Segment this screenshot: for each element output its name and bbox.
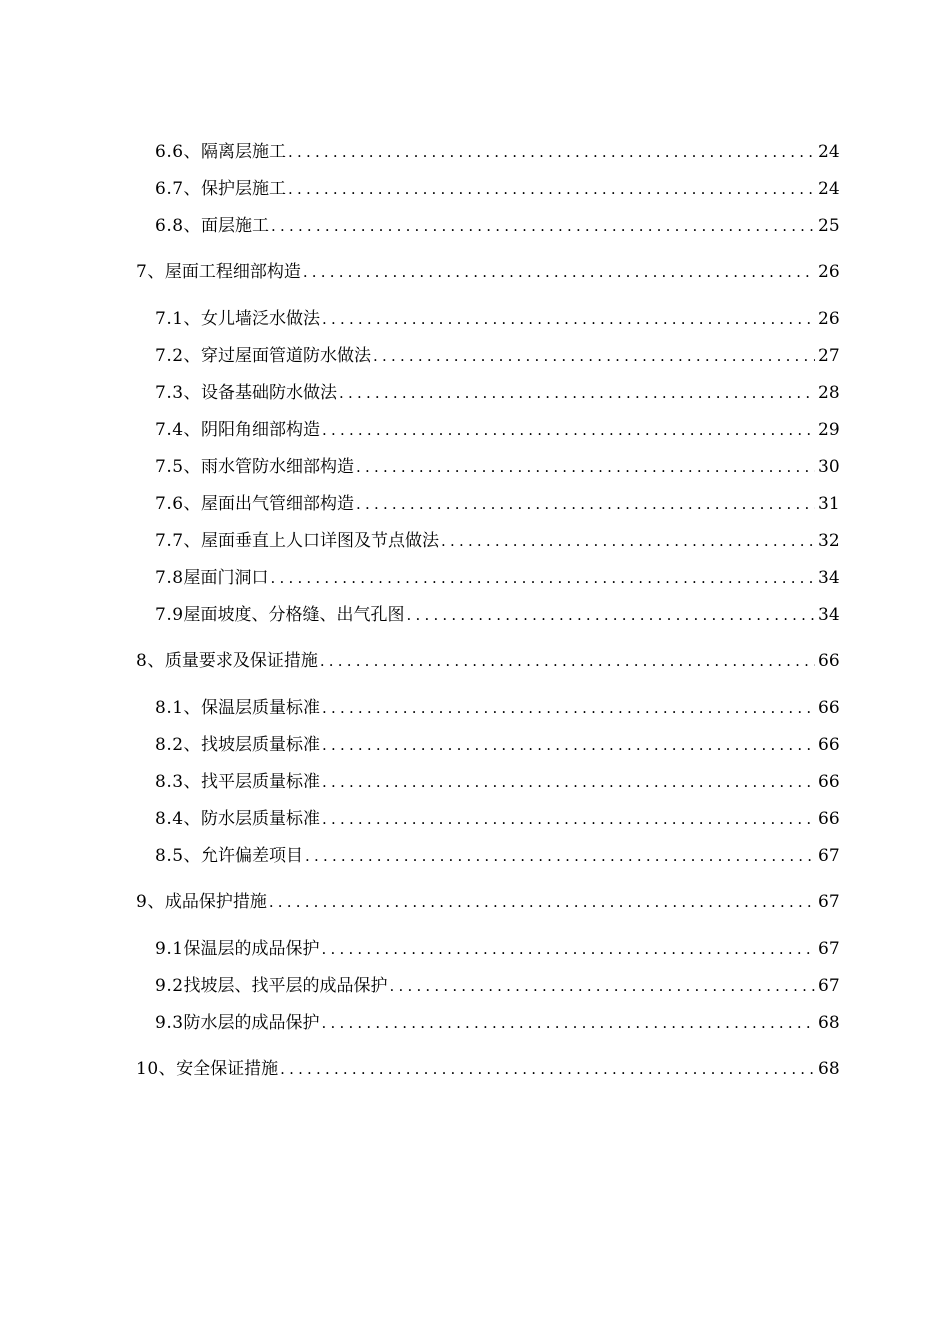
toc-entry-page: 29 xyxy=(818,420,840,440)
dot-leader xyxy=(322,733,815,757)
toc-entry-title: 屋面工程细部构造 xyxy=(164,262,301,282)
toc-entry[interactable] xyxy=(136,890,838,914)
toc-entry-number: 8.2、 xyxy=(155,735,202,755)
dot-leader xyxy=(322,696,815,720)
toc-entry-title: 保护层施工 xyxy=(201,179,287,199)
toc-entry-title: 雨水管防水细部构造 xyxy=(201,457,355,477)
toc-entry-number: 8.5、 xyxy=(155,846,202,866)
toc-entry-page: 67 xyxy=(818,939,840,959)
toc-entry-number: 10、 xyxy=(136,1059,177,1079)
toc-entry-number: 7.8 xyxy=(155,568,184,588)
toc-entry-number: 7.9 xyxy=(155,605,184,625)
toc-entry-title: 面层施工 xyxy=(201,216,270,236)
toc-entry-page: 24 xyxy=(818,142,840,162)
toc-entry-number: 8.1、 xyxy=(155,698,202,718)
toc-entry-page: 24 xyxy=(818,179,840,199)
toc-entry-number: 7、 xyxy=(136,262,165,282)
toc-entry-page: 66 xyxy=(818,651,840,671)
dot-leader xyxy=(305,844,815,868)
dot-leader xyxy=(280,1057,815,1081)
dot-leader xyxy=(269,890,815,914)
toc-entry-number: 7.2、 xyxy=(155,346,202,366)
toc-entry-page: 66 xyxy=(818,698,840,718)
toc-entry[interactable] xyxy=(155,214,838,238)
toc-entry-title: 安全保证措施 xyxy=(176,1059,279,1079)
dot-leader xyxy=(322,1011,815,1035)
toc-entry-title: 屋面门洞口 xyxy=(183,568,269,588)
toc-entry-number: 9.2 xyxy=(155,976,184,996)
toc-entry-title: 找坡层质量标准 xyxy=(201,735,321,755)
toc-entry-number: 6.7、 xyxy=(155,179,202,199)
toc-entry-title: 质量要求及保证措施 xyxy=(164,651,318,671)
toc-entry[interactable] xyxy=(155,492,838,516)
dot-leader xyxy=(322,418,815,442)
dot-leader xyxy=(271,566,815,590)
toc-entry-title: 屋面坡度、分格缝、出气孔图 xyxy=(183,605,405,625)
toc-entry-title: 隔离层施工 xyxy=(201,142,287,162)
toc-entry-title: 阴阳角细部构造 xyxy=(201,420,321,440)
toc-entry[interactable] xyxy=(155,140,838,164)
toc-entry-page: 30 xyxy=(818,457,840,477)
dot-leader xyxy=(356,455,815,479)
toc-entry-page: 25 xyxy=(818,216,840,236)
dot-leader xyxy=(322,937,815,961)
toc-entry[interactable] xyxy=(136,260,838,284)
dot-leader xyxy=(339,381,815,405)
toc-entry[interactable] xyxy=(155,566,838,590)
toc-entry-page: 28 xyxy=(818,383,840,403)
toc-entry[interactable] xyxy=(155,1011,838,1035)
dot-leader xyxy=(441,529,815,553)
toc-entry-title: 允许偏差项目 xyxy=(201,846,304,866)
toc-entry-title: 防水层的成品保护 xyxy=(183,1013,320,1033)
toc-entry[interactable] xyxy=(155,455,838,479)
dot-leader xyxy=(356,492,815,516)
toc-entry-number: 9.1 xyxy=(155,939,184,959)
toc-entry[interactable] xyxy=(155,177,838,201)
dot-leader xyxy=(390,974,815,998)
toc-entry[interactable] xyxy=(155,974,838,998)
toc-entry-number: 8.4、 xyxy=(155,809,202,829)
toc-entry-page: 31 xyxy=(818,494,840,514)
toc-entry-page: 34 xyxy=(818,568,840,588)
dot-leader xyxy=(288,177,815,201)
toc-entry-page: 68 xyxy=(818,1013,840,1033)
toc-entry-page: 67 xyxy=(818,892,840,912)
toc-entry[interactable] xyxy=(155,381,838,405)
dot-leader xyxy=(303,260,815,284)
toc-entry-page: 26 xyxy=(818,309,840,329)
toc-entry-number: 9、 xyxy=(136,892,165,912)
toc-entry-page: 67 xyxy=(818,846,840,866)
toc-entry-title: 保温层的成品保护 xyxy=(183,939,320,959)
dot-leader xyxy=(288,140,815,164)
toc-entry-number: 6.6、 xyxy=(155,142,202,162)
toc-entry-number: 8、 xyxy=(136,651,165,671)
toc-entry-title: 穿过屋面管道防水做法 xyxy=(201,346,372,366)
toc-entry-page: 26 xyxy=(818,262,840,282)
toc-entry[interactable] xyxy=(155,529,838,553)
toc-entry-page: 68 xyxy=(818,1059,840,1079)
toc-entry-title: 成品保护措施 xyxy=(164,892,267,912)
toc-entry[interactable] xyxy=(155,307,838,331)
toc-entry-number: 7.6、 xyxy=(155,494,202,514)
toc-entry-number: 6.8、 xyxy=(155,216,202,236)
toc-entry-number: 7.7、 xyxy=(155,531,202,551)
toc-entry[interactable] xyxy=(155,418,838,442)
toc-entry-title: 女儿墙泛水做法 xyxy=(201,309,321,329)
toc-entry[interactable] xyxy=(155,733,838,757)
toc-entry-title: 找平层质量标准 xyxy=(201,772,321,792)
dot-leader xyxy=(320,649,815,673)
toc-entry[interactable] xyxy=(136,1057,838,1081)
toc-entry[interactable] xyxy=(155,696,838,720)
toc-entry-number: 8.3、 xyxy=(155,772,202,792)
toc-entry-title: 屋面出气管细部构造 xyxy=(201,494,355,514)
toc-entry-number: 7.1、 xyxy=(155,309,202,329)
toc-entry-title: 找坡层、找平层的成品保护 xyxy=(183,976,388,996)
toc-entry[interactable] xyxy=(155,603,838,627)
toc-entry-title: 屋面垂直上人口详图及节点做法 xyxy=(201,531,440,551)
toc-entry-page: 34 xyxy=(818,605,840,625)
toc-entry-title: 防水层质量标准 xyxy=(201,809,321,829)
toc-entry[interactable] xyxy=(155,937,838,961)
toc-entry-page: 66 xyxy=(818,809,840,829)
toc-entry-number: 7.3、 xyxy=(155,383,202,403)
toc-entry[interactable] xyxy=(155,807,838,831)
toc-entry-title: 保温层质量标准 xyxy=(201,698,321,718)
dot-leader xyxy=(322,307,815,331)
toc-entry-number: 7.4、 xyxy=(155,420,202,440)
toc-entry-page: 66 xyxy=(818,772,840,792)
toc-entry-title: 设备基础防水做法 xyxy=(201,383,338,403)
toc-entry[interactable] xyxy=(155,770,838,794)
dot-leader xyxy=(322,770,815,794)
toc-entry[interactable] xyxy=(155,344,838,368)
toc-entry-number: 7.5、 xyxy=(155,457,202,477)
toc-entry-number: 9.3 xyxy=(155,1013,184,1033)
toc-entry-page: 67 xyxy=(818,976,840,996)
dot-leader xyxy=(271,214,815,238)
dot-leader xyxy=(407,603,815,627)
dot-leader xyxy=(322,807,815,831)
toc-entry[interactable] xyxy=(136,649,838,673)
dot-leader xyxy=(373,344,815,368)
toc-entry-page: 27 xyxy=(818,346,840,366)
toc-entry[interactable] xyxy=(155,844,838,868)
toc-entry-page: 66 xyxy=(818,735,840,755)
toc-entry-page: 32 xyxy=(818,531,840,551)
